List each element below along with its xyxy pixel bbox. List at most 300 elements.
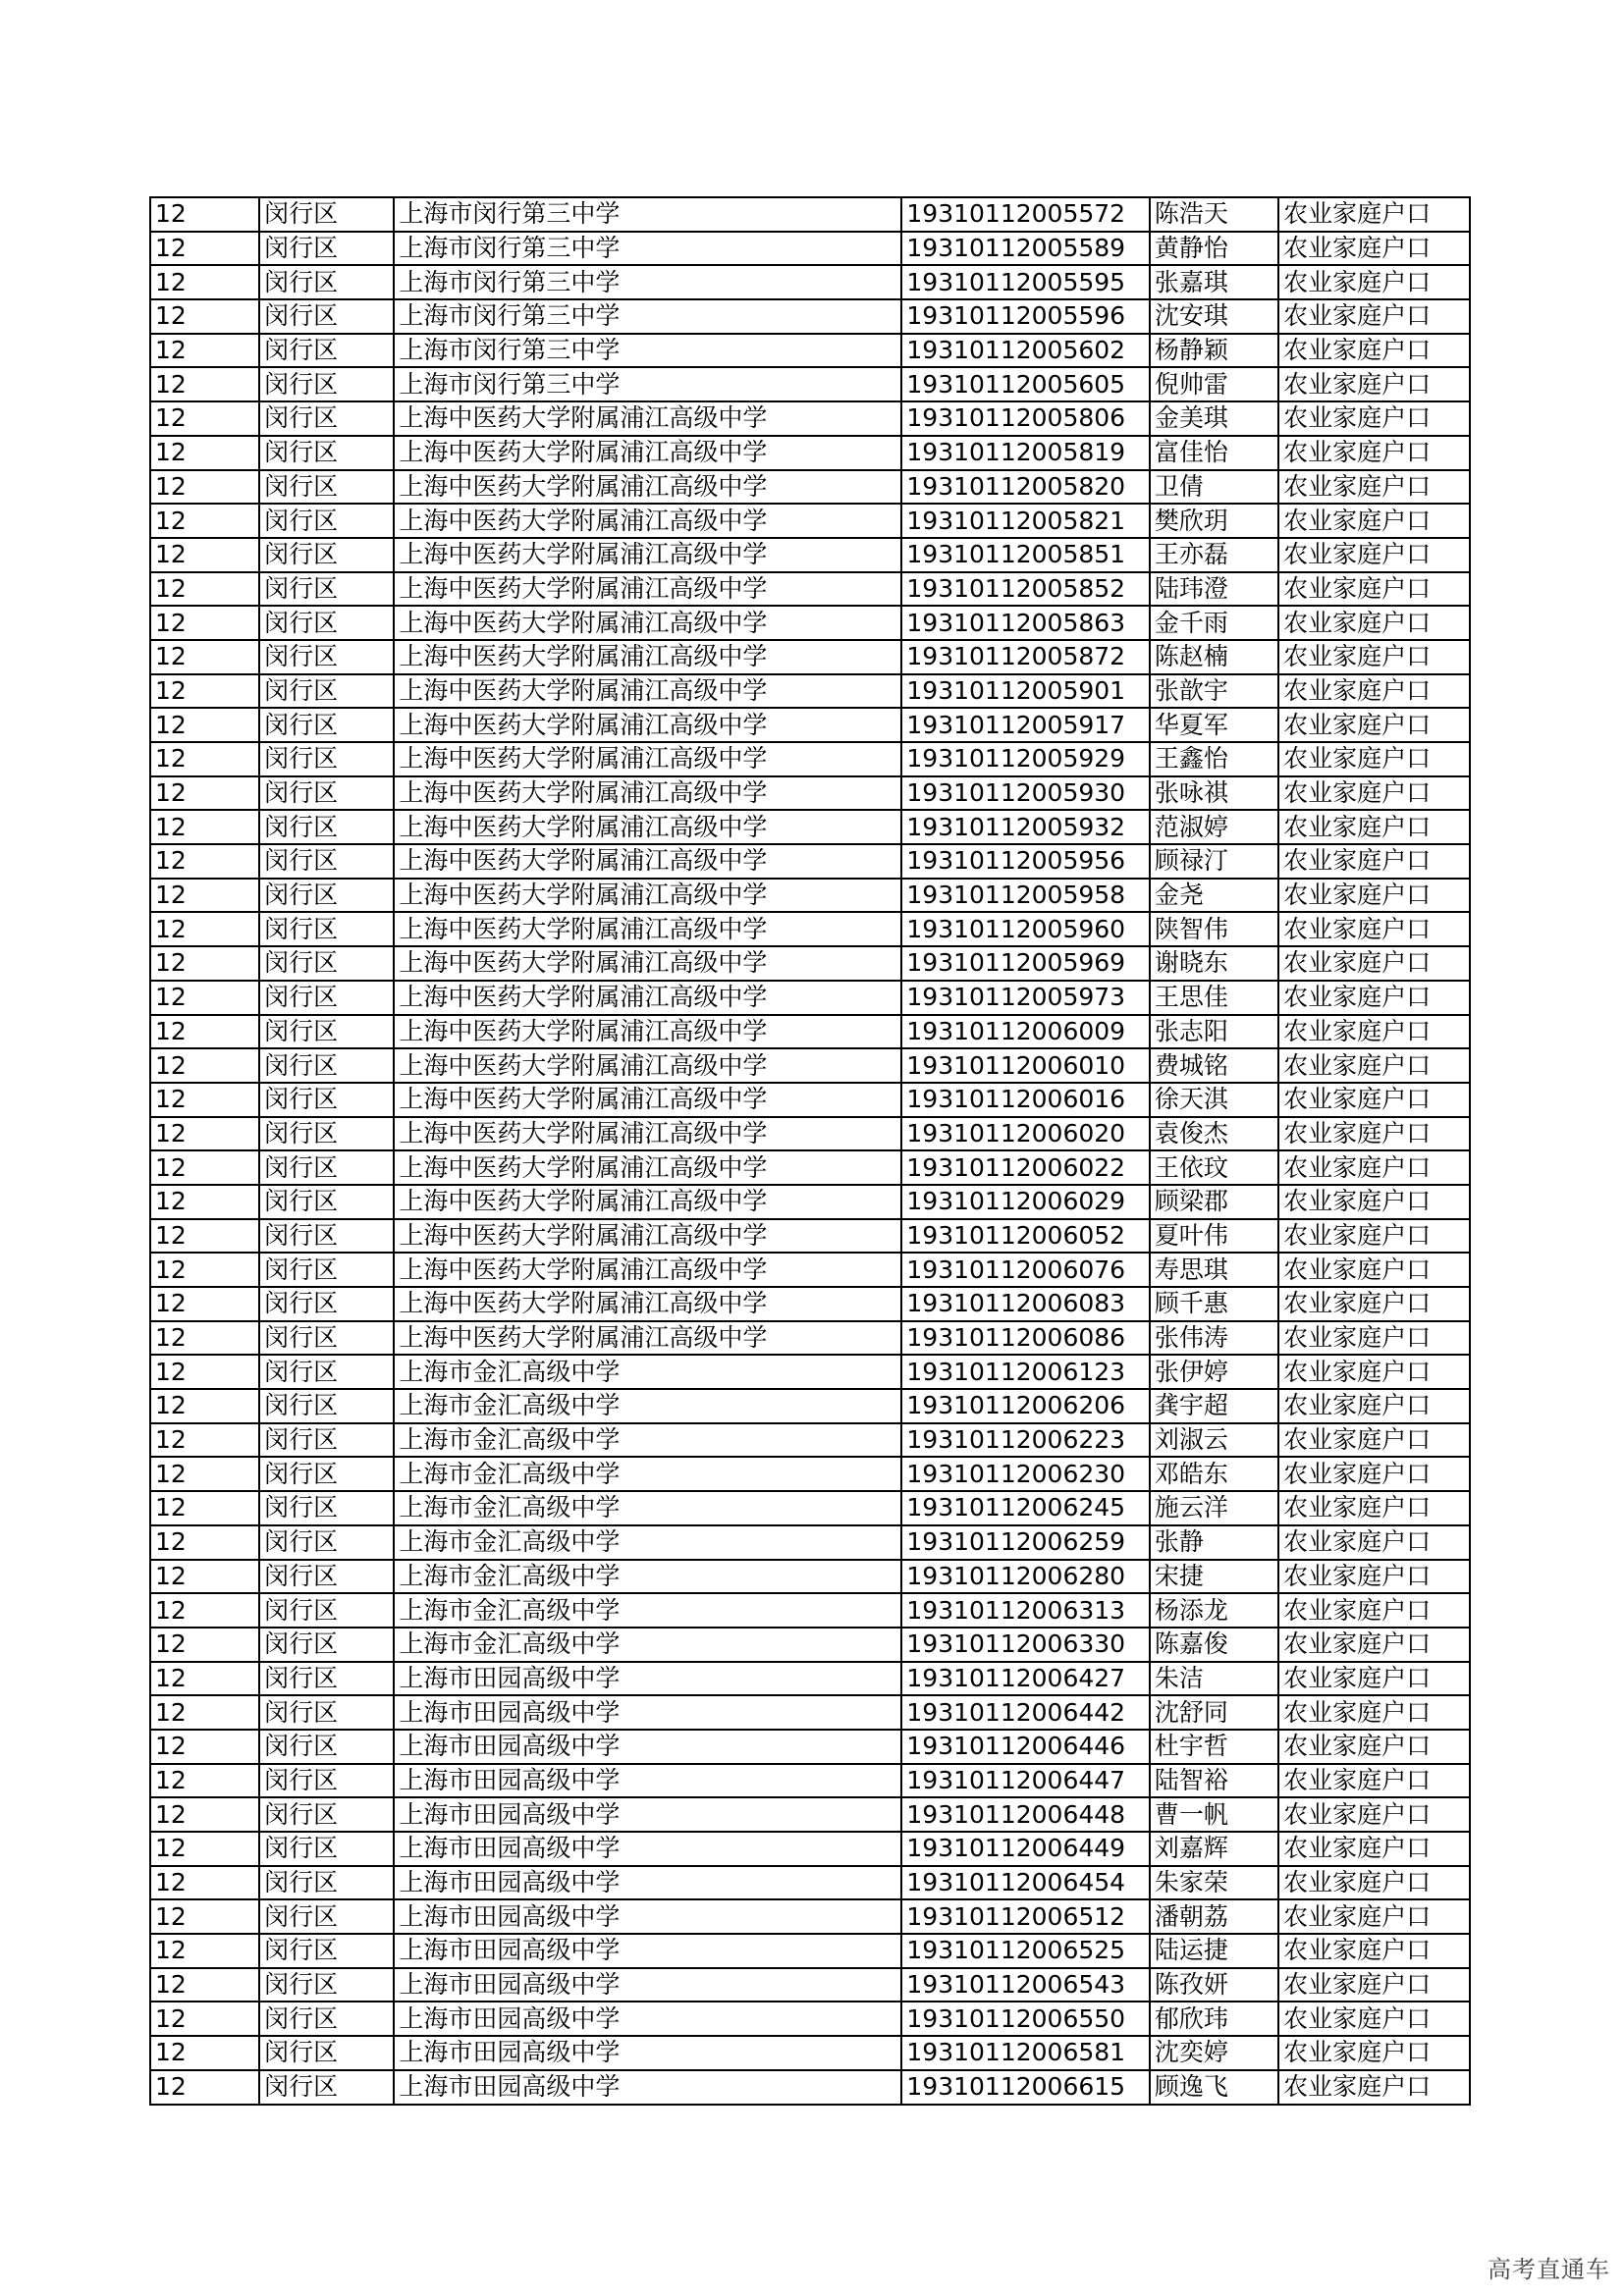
school-cell: 上海中医药大学附属浦江高级中学 — [394, 674, 901, 709]
school-cell: 上海市金汇高级中学 — [394, 1491, 901, 1525]
district-cell: 闵行区 — [259, 1866, 394, 1900]
grade-cell: 12 — [150, 912, 259, 946]
district-cell: 闵行区 — [259, 1662, 394, 1696]
district-cell: 闵行区 — [259, 1491, 394, 1525]
district-cell: 闵行区 — [259, 1899, 394, 1934]
grade-cell: 12 — [150, 810, 259, 844]
school-cell: 上海中医药大学附属浦江高级中学 — [394, 640, 901, 674]
school-cell: 上海中医药大学附属浦江高级中学 — [394, 436, 901, 470]
grade-cell: 12 — [150, 265, 259, 299]
district-cell: 闵行区 — [259, 436, 394, 470]
school-cell: 上海市田园高级中学 — [394, 1934, 901, 1968]
school-cell: 上海中医药大学附属浦江高级中学 — [394, 1287, 901, 1321]
name-cell: 袁俊杰 — [1150, 1117, 1278, 1151]
exam-id-cell: 19310112006010 — [901, 1048, 1149, 1083]
household-type-cell: 农业家庭户口 — [1278, 1423, 1470, 1458]
district-cell: 闵行区 — [259, 538, 394, 572]
exam-id-cell: 19310112005929 — [901, 742, 1149, 776]
table-row — [150, 1015, 1470, 1049]
district-cell: 闵行区 — [259, 2070, 394, 2105]
name-cell: 王依玟 — [1150, 1150, 1278, 1185]
name-cell: 刘淑云 — [1150, 1423, 1278, 1458]
exam-id-cell: 19310112005930 — [901, 776, 1149, 811]
grade-cell: 12 — [150, 1185, 259, 1219]
household-type-cell: 农业家庭户口 — [1278, 1491, 1470, 1525]
school-cell: 上海市田园高级中学 — [394, 1662, 901, 1696]
exam-id-cell: 19310112006512 — [901, 1899, 1149, 1934]
school-cell: 上海市闵行第三中学 — [394, 265, 901, 299]
district-cell: 闵行区 — [259, 232, 394, 266]
grade-cell: 12 — [150, 606, 259, 640]
school-cell: 上海市田园高级中学 — [394, 2036, 901, 2070]
grade-cell: 12 — [150, 572, 259, 607]
table-row — [150, 1321, 1470, 1356]
grade-cell: 12 — [150, 1253, 259, 1287]
name-cell: 张咏祺 — [1150, 776, 1278, 811]
school-cell: 上海中医药大学附属浦江高级中学 — [394, 1150, 901, 1185]
school-cell: 上海中医药大学附属浦江高级中学 — [394, 1253, 901, 1287]
household-type-cell: 农业家庭户口 — [1278, 197, 1470, 232]
grade-cell: 12 — [150, 470, 259, 505]
district-cell: 闵行区 — [259, 1150, 394, 1185]
household-type-cell: 农业家庭户口 — [1278, 1764, 1470, 1798]
grade-cell: 12 — [150, 1934, 259, 1968]
name-cell: 杨静颖 — [1150, 334, 1278, 368]
grade-cell: 12 — [150, 197, 259, 232]
exam-id-cell: 19310112005969 — [901, 946, 1149, 981]
name-cell: 沈舒同 — [1150, 1695, 1278, 1730]
school-cell: 上海市金汇高级中学 — [394, 1525, 901, 1560]
student-table — [149, 196, 1471, 2106]
household-type-cell: 农业家庭户口 — [1278, 1866, 1470, 1900]
household-type-cell: 农业家庭户口 — [1278, 1117, 1470, 1151]
household-type-cell: 农业家庭户口 — [1278, 844, 1470, 879]
exam-id-cell: 19310112005819 — [901, 436, 1149, 470]
name-cell: 卫倩 — [1150, 470, 1278, 505]
household-type-cell: 农业家庭户口 — [1278, 981, 1470, 1015]
exam-id-cell: 19310112005820 — [901, 470, 1149, 505]
school-cell: 上海市田园高级中学 — [394, 1797, 901, 1832]
school-cell: 上海市闵行第三中学 — [394, 367, 901, 401]
table-row — [150, 1253, 1470, 1287]
name-cell: 杨添龙 — [1150, 1593, 1278, 1628]
table-row — [150, 1695, 1470, 1730]
name-cell: 龚宇超 — [1150, 1389, 1278, 1423]
school-cell: 上海市田园高级中学 — [394, 2070, 901, 2105]
household-type-cell: 农业家庭户口 — [1278, 912, 1470, 946]
household-type-cell: 农业家庭户口 — [1278, 1457, 1470, 1491]
district-cell: 闵行区 — [259, 1797, 394, 1832]
grade-cell: 12 — [150, 1525, 259, 1560]
name-cell: 倪帅雷 — [1150, 367, 1278, 401]
name-cell: 杜宇哲 — [1150, 1730, 1278, 1764]
school-cell: 上海市田园高级中学 — [394, 1764, 901, 1798]
table-row — [150, 1730, 1470, 1764]
district-cell: 闵行区 — [259, 1355, 394, 1389]
exam-id-cell: 19310112005917 — [901, 708, 1149, 742]
exam-id-cell: 19310112005596 — [901, 299, 1149, 334]
school-cell: 上海市闵行第三中学 — [394, 299, 901, 334]
name-cell: 顾梁郡 — [1150, 1185, 1278, 1219]
table-row — [150, 299, 1470, 334]
grade-cell: 12 — [150, 538, 259, 572]
table-row — [150, 1832, 1470, 1866]
school-cell: 上海中医药大学附属浦江高级中学 — [394, 981, 901, 1015]
school-cell: 上海中医药大学附属浦江高级中学 — [394, 1048, 901, 1083]
table-row — [150, 1899, 1470, 1934]
table-row — [150, 504, 1470, 538]
table-row — [150, 742, 1470, 776]
district-cell: 闵行区 — [259, 1934, 394, 1968]
household-type-cell: 农业家庭户口 — [1278, 1287, 1470, 1321]
table-row — [150, 879, 1470, 913]
name-cell: 曹一帆 — [1150, 1797, 1278, 1832]
exam-id-cell: 19310112006446 — [901, 1730, 1149, 1764]
school-cell: 上海中医药大学附属浦江高级中学 — [394, 1117, 901, 1151]
school-cell: 上海市田园高级中学 — [394, 1866, 901, 1900]
district-cell: 闵行区 — [259, 810, 394, 844]
district-cell: 闵行区 — [259, 1389, 394, 1423]
grade-cell: 12 — [150, 1457, 259, 1491]
name-cell: 寿思琪 — [1150, 1253, 1278, 1287]
district-cell: 闵行区 — [259, 265, 394, 299]
district-cell: 闵行区 — [259, 1593, 394, 1628]
district-cell: 闵行区 — [259, 912, 394, 946]
school-cell: 上海中医药大学附属浦江高级中学 — [394, 1185, 901, 1219]
exam-id-cell: 19310112006123 — [901, 1355, 1149, 1389]
name-cell: 樊欣玥 — [1150, 504, 1278, 538]
household-type-cell: 农业家庭户口 — [1278, 299, 1470, 334]
household-type-cell: 农业家庭户口 — [1278, 504, 1470, 538]
name-cell: 陈孜妍 — [1150, 1968, 1278, 2002]
table-row — [150, 367, 1470, 401]
grade-cell: 12 — [150, 776, 259, 811]
exam-id-cell: 19310112006525 — [901, 1934, 1149, 1968]
name-cell: 张伟涛 — [1150, 1321, 1278, 1356]
name-cell: 华夏军 — [1150, 708, 1278, 742]
district-cell: 闵行区 — [259, 1083, 394, 1117]
household-type-cell: 农业家庭户口 — [1278, 1832, 1470, 1866]
school-cell: 上海中医药大学附属浦江高级中学 — [394, 1083, 901, 1117]
household-type-cell: 农业家庭户口 — [1278, 1628, 1470, 1662]
district-cell: 闵行区 — [259, 1219, 394, 1254]
household-type-cell: 农业家庭户口 — [1278, 470, 1470, 505]
table-row — [150, 1764, 1470, 1798]
district-cell: 闵行区 — [259, 1560, 394, 1594]
district-cell: 闵行区 — [259, 1832, 394, 1866]
exam-id-cell: 19310112005863 — [901, 606, 1149, 640]
table-row — [150, 981, 1470, 1015]
school-cell: 上海中医药大学附属浦江高级中学 — [394, 708, 901, 742]
watermark: 高考直通车 — [1488, 2256, 1610, 2283]
exam-id-cell: 19310112006442 — [901, 1695, 1149, 1730]
table-row — [150, 1457, 1470, 1491]
household-type-cell: 农业家庭户口 — [1278, 2070, 1470, 2105]
table-row — [150, 436, 1470, 470]
district-cell: 闵行区 — [259, 1015, 394, 1049]
exam-id-cell: 19310112006016 — [901, 1083, 1149, 1117]
name-cell: 郁欣玮 — [1150, 2002, 1278, 2036]
district-cell: 闵行区 — [259, 1253, 394, 1287]
district-cell: 闵行区 — [259, 1525, 394, 1560]
school-cell: 上海中医药大学附属浦江高级中学 — [394, 606, 901, 640]
name-cell: 陈浩天 — [1150, 197, 1278, 232]
table-body — [150, 197, 1470, 2105]
table-row — [150, 1117, 1470, 1151]
exam-id-cell: 19310112005572 — [901, 197, 1149, 232]
school-cell: 上海中医药大学附属浦江高级中学 — [394, 844, 901, 879]
table-row — [150, 1423, 1470, 1458]
name-cell: 潘朝荔 — [1150, 1899, 1278, 1934]
household-type-cell: 农业家庭户口 — [1278, 265, 1470, 299]
exam-id-cell: 19310112005595 — [901, 265, 1149, 299]
household-type-cell: 农业家庭户口 — [1278, 1185, 1470, 1219]
household-type-cell: 农业家庭户口 — [1278, 1253, 1470, 1287]
exam-id-cell: 19310112006022 — [901, 1150, 1149, 1185]
district-cell: 闵行区 — [259, 1048, 394, 1083]
district-cell: 闵行区 — [259, 674, 394, 709]
name-cell: 谢晓东 — [1150, 946, 1278, 981]
table-row — [150, 265, 1470, 299]
name-cell: 王鑫怡 — [1150, 742, 1278, 776]
exam-id-cell: 19310112005901 — [901, 674, 1149, 709]
household-type-cell: 农业家庭户口 — [1278, 2036, 1470, 2070]
table-row — [150, 1797, 1470, 1832]
grade-cell: 12 — [150, 1083, 259, 1117]
household-type-cell: 农业家庭户口 — [1278, 1593, 1470, 1628]
school-cell: 上海中医药大学附属浦江高级中学 — [394, 810, 901, 844]
school-cell: 上海中医药大学附属浦江高级中学 — [394, 504, 901, 538]
grade-cell: 12 — [150, 1695, 259, 1730]
school-cell: 上海市田园高级中学 — [394, 1899, 901, 1934]
grade-cell: 12 — [150, 1797, 259, 1832]
name-cell: 张嘉琪 — [1150, 265, 1278, 299]
grade-cell: 12 — [150, 1560, 259, 1594]
name-cell: 金尧 — [1150, 879, 1278, 913]
exam-id-cell: 19310112005956 — [901, 844, 1149, 879]
exam-id-cell: 19310112006206 — [901, 1389, 1149, 1423]
household-type-cell: 农业家庭户口 — [1278, 810, 1470, 844]
table-row — [150, 2036, 1470, 2070]
grade-cell: 12 — [150, 1764, 259, 1798]
household-type-cell: 农业家庭户口 — [1278, 606, 1470, 640]
district-cell: 闵行区 — [259, 776, 394, 811]
household-type-cell: 农业家庭户口 — [1278, 334, 1470, 368]
grade-cell: 12 — [150, 1662, 259, 1696]
exam-id-cell: 19310112006330 — [901, 1628, 1149, 1662]
exam-id-cell: 19310112006076 — [901, 1253, 1149, 1287]
household-type-cell: 农业家庭户口 — [1278, 1968, 1470, 2002]
name-cell: 陕智伟 — [1150, 912, 1278, 946]
name-cell: 陈赵楠 — [1150, 640, 1278, 674]
district-cell: 闵行区 — [259, 742, 394, 776]
table-row — [150, 674, 1470, 709]
name-cell: 邓皓东 — [1150, 1457, 1278, 1491]
household-type-cell: 农业家庭户口 — [1278, 232, 1470, 266]
exam-id-cell: 19310112006550 — [901, 2002, 1149, 2036]
exam-id-cell: 19310112005605 — [901, 367, 1149, 401]
table-row — [150, 2002, 1470, 2036]
school-cell: 上海市田园高级中学 — [394, 1695, 901, 1730]
table-row — [150, 1934, 1470, 1968]
table-row — [150, 232, 1470, 266]
school-cell: 上海市金汇高级中学 — [394, 1423, 901, 1458]
exam-id-cell: 19310112006029 — [901, 1185, 1149, 1219]
name-cell: 刘嘉辉 — [1150, 1832, 1278, 1866]
household-type-cell: 农业家庭户口 — [1278, 1083, 1470, 1117]
name-cell: 张歆宇 — [1150, 674, 1278, 709]
school-cell: 上海中医药大学附属浦江高级中学 — [394, 1219, 901, 1254]
table-row — [150, 334, 1470, 368]
name-cell: 黄静怡 — [1150, 232, 1278, 266]
grade-cell: 12 — [150, 1048, 259, 1083]
school-cell: 上海市闵行第三中学 — [394, 334, 901, 368]
table-row — [150, 1389, 1470, 1423]
table-row — [150, 1866, 1470, 1900]
school-cell: 上海中医药大学附属浦江高级中学 — [394, 401, 901, 436]
school-cell: 上海中医药大学附属浦江高级中学 — [394, 1321, 901, 1356]
exam-id-cell: 19310112005958 — [901, 879, 1149, 913]
grade-cell: 12 — [150, 2002, 259, 2036]
household-type-cell: 农业家庭户口 — [1278, 879, 1470, 913]
school-cell: 上海市金汇高级中学 — [394, 1355, 901, 1389]
name-cell: 王亦磊 — [1150, 538, 1278, 572]
name-cell: 朱洁 — [1150, 1662, 1278, 1696]
district-cell: 闵行区 — [259, 1423, 394, 1458]
district-cell: 闵行区 — [259, 2036, 394, 2070]
name-cell: 顾逸飞 — [1150, 2070, 1278, 2105]
name-cell: 沈安琪 — [1150, 299, 1278, 334]
household-type-cell: 农业家庭户口 — [1278, 2002, 1470, 2036]
district-cell: 闵行区 — [259, 2002, 394, 2036]
table-row — [150, 912, 1470, 946]
name-cell: 张静 — [1150, 1525, 1278, 1560]
table-row — [150, 1355, 1470, 1389]
household-type-cell: 农业家庭户口 — [1278, 1015, 1470, 1049]
table-row — [150, 1150, 1470, 1185]
exam-id-cell: 19310112006223 — [901, 1423, 1149, 1458]
district-cell: 闵行区 — [259, 197, 394, 232]
table-row — [150, 1491, 1470, 1525]
school-cell: 上海市金汇高级中学 — [394, 1389, 901, 1423]
table-row — [150, 470, 1470, 505]
exam-id-cell: 19310112005872 — [901, 640, 1149, 674]
household-type-cell: 农业家庭户口 — [1278, 1899, 1470, 1934]
name-cell: 顾禄汀 — [1150, 844, 1278, 879]
table-row — [150, 1287, 1470, 1321]
table-row — [150, 2070, 1470, 2105]
table-row — [150, 197, 1470, 232]
exam-id-cell: 19310112006083 — [901, 1287, 1149, 1321]
name-cell: 陆智裕 — [1150, 1764, 1278, 1798]
school-cell: 上海中医药大学附属浦江高级中学 — [394, 742, 901, 776]
table-row — [150, 538, 1470, 572]
school-cell: 上海市闵行第三中学 — [394, 232, 901, 266]
household-type-cell: 农业家庭户口 — [1278, 640, 1470, 674]
district-cell: 闵行区 — [259, 1764, 394, 1798]
household-type-cell: 农业家庭户口 — [1278, 1355, 1470, 1389]
table-row — [150, 776, 1470, 811]
exam-id-cell: 19310112006009 — [901, 1015, 1149, 1049]
exam-id-cell: 19310112005806 — [901, 401, 1149, 436]
school-cell: 上海市金汇高级中学 — [394, 1457, 901, 1491]
exam-id-cell: 19310112006230 — [901, 1457, 1149, 1491]
name-cell: 费城铭 — [1150, 1048, 1278, 1083]
grade-cell: 12 — [150, 436, 259, 470]
name-cell: 朱家荣 — [1150, 1866, 1278, 1900]
name-cell: 徐天淇 — [1150, 1083, 1278, 1117]
grade-cell: 12 — [150, 1321, 259, 1356]
name-cell: 富佳怡 — [1150, 436, 1278, 470]
district-cell: 闵行区 — [259, 708, 394, 742]
grade-cell: 12 — [150, 1491, 259, 1525]
household-type-cell: 农业家庭户口 — [1278, 742, 1470, 776]
grade-cell: 12 — [150, 844, 259, 879]
grade-cell: 12 — [150, 742, 259, 776]
exam-id-cell: 19310112006449 — [901, 1832, 1149, 1866]
grade-cell: 12 — [150, 334, 259, 368]
school-cell: 上海中医药大学附属浦江高级中学 — [394, 912, 901, 946]
exam-id-cell: 19310112006259 — [901, 1525, 1149, 1560]
exam-id-cell: 19310112005851 — [901, 538, 1149, 572]
table-row — [150, 1628, 1470, 1662]
grade-cell: 12 — [150, 1866, 259, 1900]
table-row — [150, 1219, 1470, 1254]
grade-cell: 12 — [150, 1593, 259, 1628]
exam-id-cell: 19310112006581 — [901, 2036, 1149, 2070]
exam-id-cell: 19310112006615 — [901, 2070, 1149, 2105]
name-cell: 宋捷 — [1150, 1560, 1278, 1594]
grade-cell: 12 — [150, 674, 259, 709]
grade-cell: 12 — [150, 232, 259, 266]
name-cell: 陈嘉俊 — [1150, 1628, 1278, 1662]
exam-id-cell: 19310112006447 — [901, 1764, 1149, 1798]
district-cell: 闵行区 — [259, 879, 394, 913]
household-type-cell: 农业家庭户口 — [1278, 1797, 1470, 1832]
school-cell: 上海市田园高级中学 — [394, 2002, 901, 2036]
household-type-cell: 农业家庭户口 — [1278, 946, 1470, 981]
school-cell: 上海市田园高级中学 — [394, 1832, 901, 1866]
name-cell: 夏叶伟 — [1150, 1219, 1278, 1254]
table-row — [150, 1083, 1470, 1117]
table-row — [150, 1593, 1470, 1628]
table-row — [150, 401, 1470, 436]
exam-id-cell: 19310112005821 — [901, 504, 1149, 538]
grade-cell: 12 — [150, 1423, 259, 1458]
school-cell: 上海中医药大学附属浦江高级中学 — [394, 1015, 901, 1049]
table-row — [150, 606, 1470, 640]
school-cell: 上海中医药大学附属浦江高级中学 — [394, 946, 901, 981]
name-cell: 沈奕婷 — [1150, 2036, 1278, 2070]
district-cell: 闵行区 — [259, 299, 394, 334]
name-cell: 张伊婷 — [1150, 1355, 1278, 1389]
household-type-cell: 农业家庭户口 — [1278, 401, 1470, 436]
grade-cell: 12 — [150, 1628, 259, 1662]
household-type-cell: 农业家庭户口 — [1278, 1150, 1470, 1185]
grade-cell: 12 — [150, 946, 259, 981]
exam-id-cell: 19310112006020 — [901, 1117, 1149, 1151]
household-type-cell: 农业家庭户口 — [1278, 367, 1470, 401]
school-cell: 上海市金汇高级中学 — [394, 1560, 901, 1594]
district-cell: 闵行区 — [259, 1628, 394, 1662]
exam-id-cell: 19310112006454 — [901, 1866, 1149, 1900]
grade-cell: 12 — [150, 1968, 259, 2002]
district-cell: 闵行区 — [259, 1117, 394, 1151]
school-cell: 上海中医药大学附属浦江高级中学 — [394, 879, 901, 913]
district-cell: 闵行区 — [259, 1457, 394, 1491]
household-type-cell: 农业家庭户口 — [1278, 1662, 1470, 1696]
district-cell: 闵行区 — [259, 640, 394, 674]
